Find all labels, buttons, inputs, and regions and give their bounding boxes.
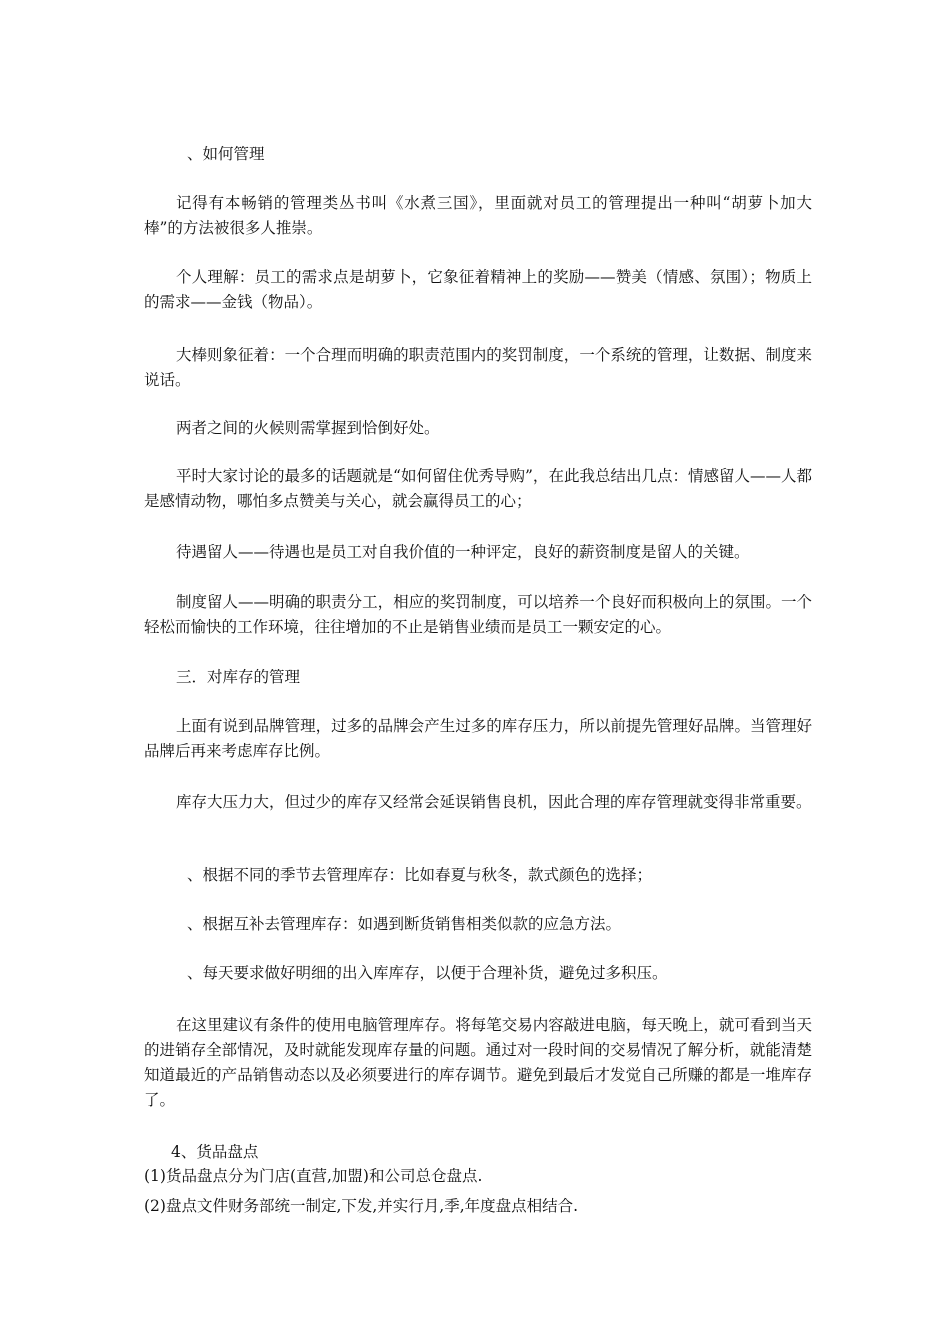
list-item-complement: 、根据互补去管理库存：如遇到断货销售相类似款的应急方法。: [187, 915, 622, 933]
heading-stock-count: 4、货品盘点: [171, 1143, 259, 1161]
heading-how-to-manage: 、如何管理: [187, 145, 265, 163]
list-item-seasons: 、根据不同的季节去管理库存：比如春夏与秋冬，款式颜色的选择；: [187, 866, 653, 884]
list-item-stock-count-1: (1)货品盘点分为门店(直营,加盟)和公司总仓盘点.: [144, 1167, 483, 1185]
list-item-stock-count-2: (2)盘点文件财务部统一制定,下发,并实行月,季,年度盘点相结合.: [144, 1197, 579, 1215]
paragraph-stick-meaning: 大棒则象征着：一个合理而明确的职责范围内的奖罚制度，一个系统的管理，让数据、制度来说话。: [144, 346, 812, 389]
paragraph-retain-staff: 平时大家讨论的最多的话题就是“如何留住优秀导购”，在此我总结出几点：情感留人——人都是感情动物，哪怕多点赞美与关心，就会赢得员工的心；: [144, 467, 812, 510]
heading-inventory-management: 三．对库存的管理: [176, 668, 301, 686]
list-item-daily-records: 、每天要求做好明细的出入库库存，以便于合理补货，避免过多积压。: [187, 964, 668, 982]
paragraph-brand-management: 上面有说到品牌管理，过多的品牌会产生过多的库存压力，所以前提先管理好品牌。当管理好品牌后再来考虑库存比例。: [144, 717, 812, 760]
paragraph-personal-understanding: 个人理解：员工的需求点是胡萝卜，它象征着精神上的奖励——赞美（情感、氛围）；物质上的需求——金钱（物品）。: [144, 268, 812, 311]
paragraph-computer-inventory: 在这里建议有条件的使用电脑管理库存。将每笔交易内容敲进电脑，每天晚上，就可看到当天的进销存全部情况，及时就能发现库存量的问题。通过对一段时间的交易情况了解分析，就能清楚知道最近的产品销售动态以及必须要进行的库存调节。避免到最后才发觉自己所赚的都是一堆库存了。: [144, 1016, 812, 1109]
paragraph-carrot-and-stick: 记得有本畅销的管理类丛书叫《水煮三国》，里面就对员工的管理提出一种叫“胡萝卜加大棒”的方法被很多人推崇。: [144, 194, 812, 237]
paragraph-retain-by-pay: 待遇留人——待遇也是员工对自我价值的一种评定，良好的薪资制度是留人的关键。: [176, 543, 750, 561]
paragraph-retain-by-system: 制度留人——明确的职责分工，相应的奖罚制度，可以培养一个良好而积极向上的氛围。一个轻松而愉快的工作环境，往往增加的不止是销售业绩而是员工一颗安定的心。: [144, 593, 812, 636]
paragraph-balance: 两者之间的火候则需掌握到恰倒好处。: [176, 419, 440, 437]
paragraph-inventory-pressure: 库存大压力大，但过少的库存又经常会延误销售良机，因此合理的库存管理就变得非常重要。: [176, 793, 812, 811]
